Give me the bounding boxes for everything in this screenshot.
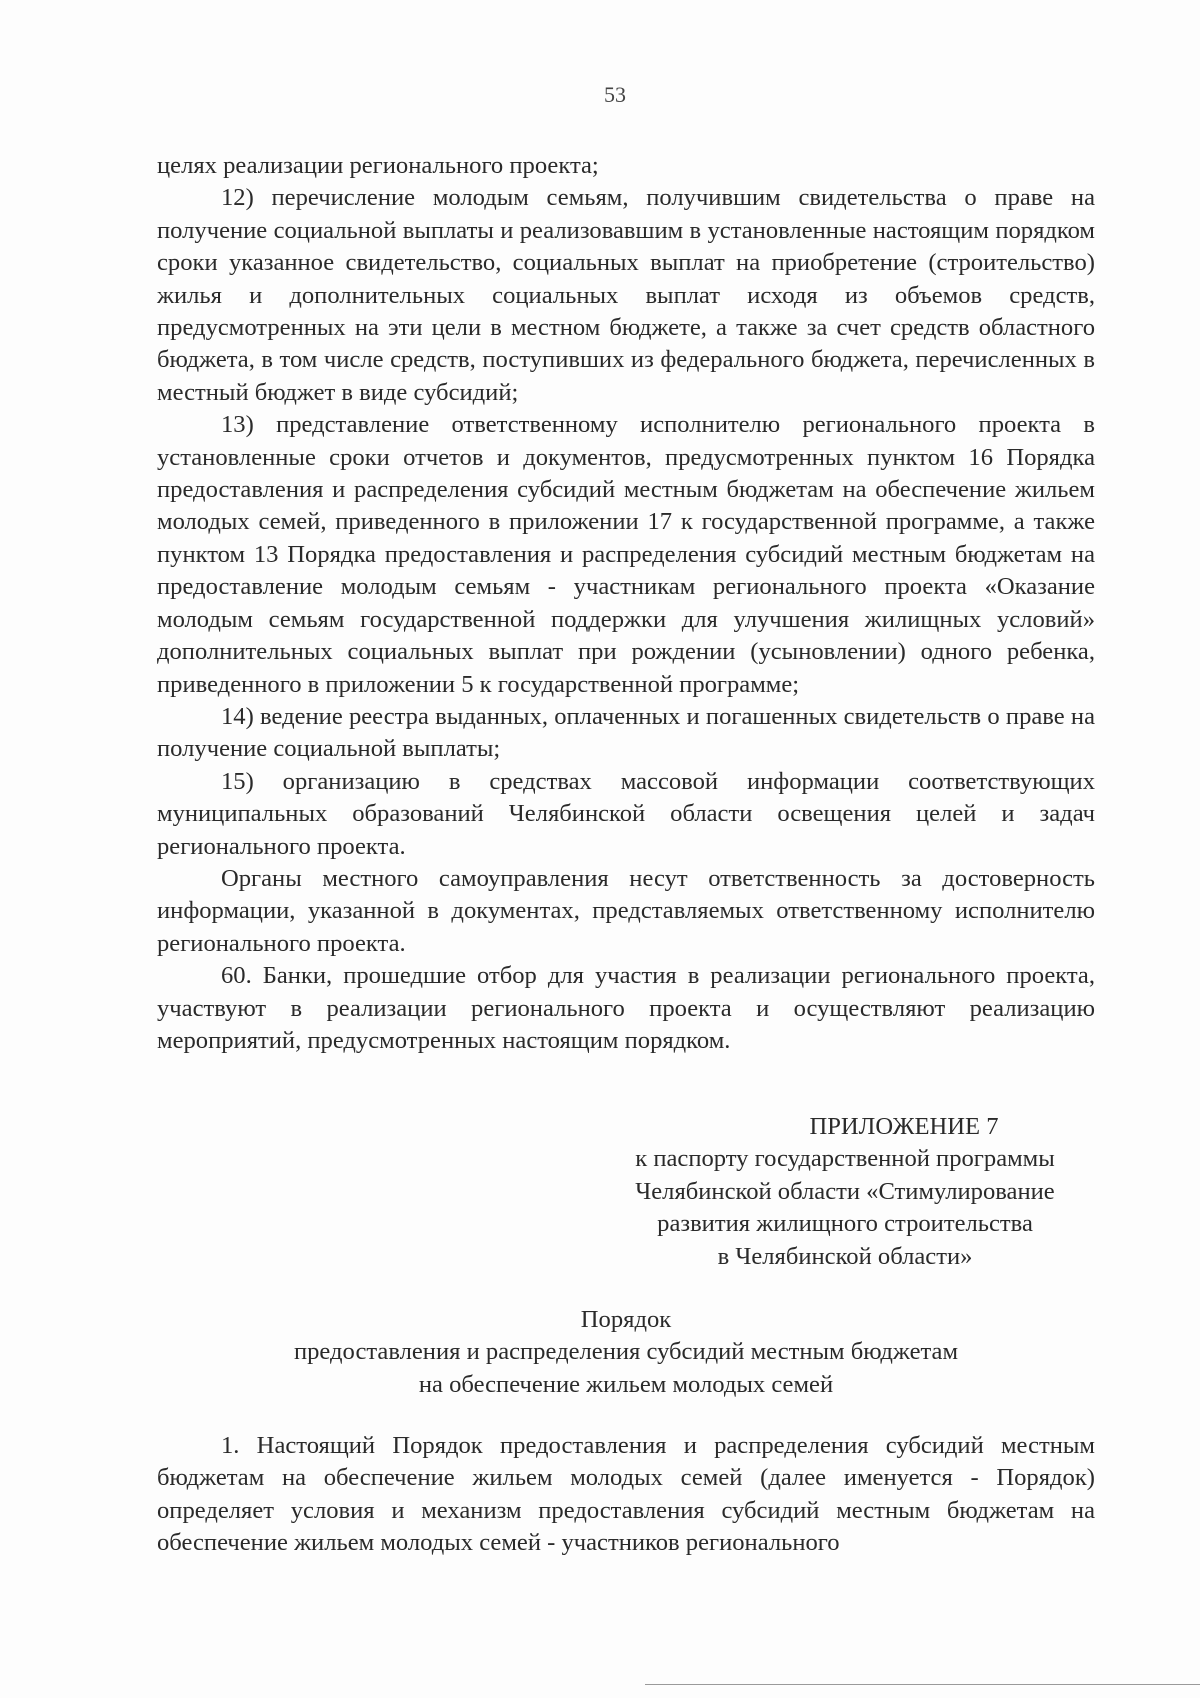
appendix-title: ПРИЛОЖЕНИЕ 7 (809, 1113, 999, 1140)
paragraph-item-13: 13) представление ответственному исполнителю регионального проекта в установленные сроки отчетов и документов, предусмотренных пунктом 16 Порядка предоставления и распределения субсидий местным бюджетам на обеспечение жильем молодых семей, приведенного в приложении 17 к государственной программе, а также пунктом 13 Порядка предоставления и распределения субсидий местным бюджетам на предоставление молодым семьям - участникам регионального проекта «Оказание молодым семьям государственной поддержки для улучшения жилищных условий» дополнительных социальных выплат при рождении (усыновлении) одного ребенка, приведенного в приложении 5 к государственной программе; (157, 411, 1095, 698)
appendix-header (600, 1111, 1090, 1273)
paragraph-local-authorities: Органы местного самоуправления несут ответственность за достоверность информации, указанной в документах, представляемых ответственному исполнителю регионального проекта. (157, 864, 1095, 957)
appendix-line: к паспорту государственной программы (635, 1145, 1055, 1173)
appendix-line: в Челябинской области» (717, 1242, 973, 1270)
paragraph-item-60: 60. Банки, прошедшие отбор для участия в реализации регионального проекта, участвуют в реализации регионального проекта и осуществляют реализацию мероприятий, предусмотренных настоящим порядком. (157, 962, 1095, 1054)
paragraph-item-15: 15) организацию в средствах массовой информации соответствующих муниципальных образований Челябинской области освещения целей и задач регионального проекта. (157, 767, 1095, 860)
scan-edge-line (645, 1684, 1200, 1685)
order-title: Порядок (580, 1306, 672, 1333)
body-text (157, 150, 1095, 1057)
appendix-line: Челябинской области «Стимулирование (635, 1177, 1055, 1205)
paragraph-item-14: 14) ведение реестра выданных, оплаченных и погашенных свидетельств о праве на получение социальной выплаты; (157, 702, 1095, 763)
appendix-line: развития жилищного строительства (657, 1210, 1033, 1238)
order-heading (157, 1304, 1095, 1401)
order-subtitle-line: на обеспечение жильем молодых семей (418, 1370, 834, 1398)
paragraph-item-12: 12) перечисление молодым семьям, получившим свидетельства о праве на получение социальной выплаты и реализовавшим в установленные настоящим порядком сроки указанное свидетельство, социальных выплат на приобретение (строительство) жилья и дополнительных социальных выплат исходя из объемов средств, предусмотренных на эти цели в местном бюджете, а также за счет средств областного бюджета, в том числе средств, поступивших из федерального бюджета, перечисленных в местный бюджет в виде субсидий; (157, 184, 1095, 406)
paragraph-continuation: целях реализации регионального проекта; (157, 152, 599, 179)
page-number: 53 (604, 82, 626, 107)
order-subtitle-line: предоставления и распределения субсидий местным бюджетам (293, 1338, 959, 1366)
paragraph-section-1: 1. Настоящий Порядок предоставления и распределения субсидий местным бюджетам на обеспечение жильем молодых семей (далее именуется - Порядок) определяет условия и механизм предоставления субсидий местным бюджетам на обеспечение жильем молодых семей - участников регионального (157, 1432, 1095, 1557)
section-text (157, 1430, 1095, 1560)
